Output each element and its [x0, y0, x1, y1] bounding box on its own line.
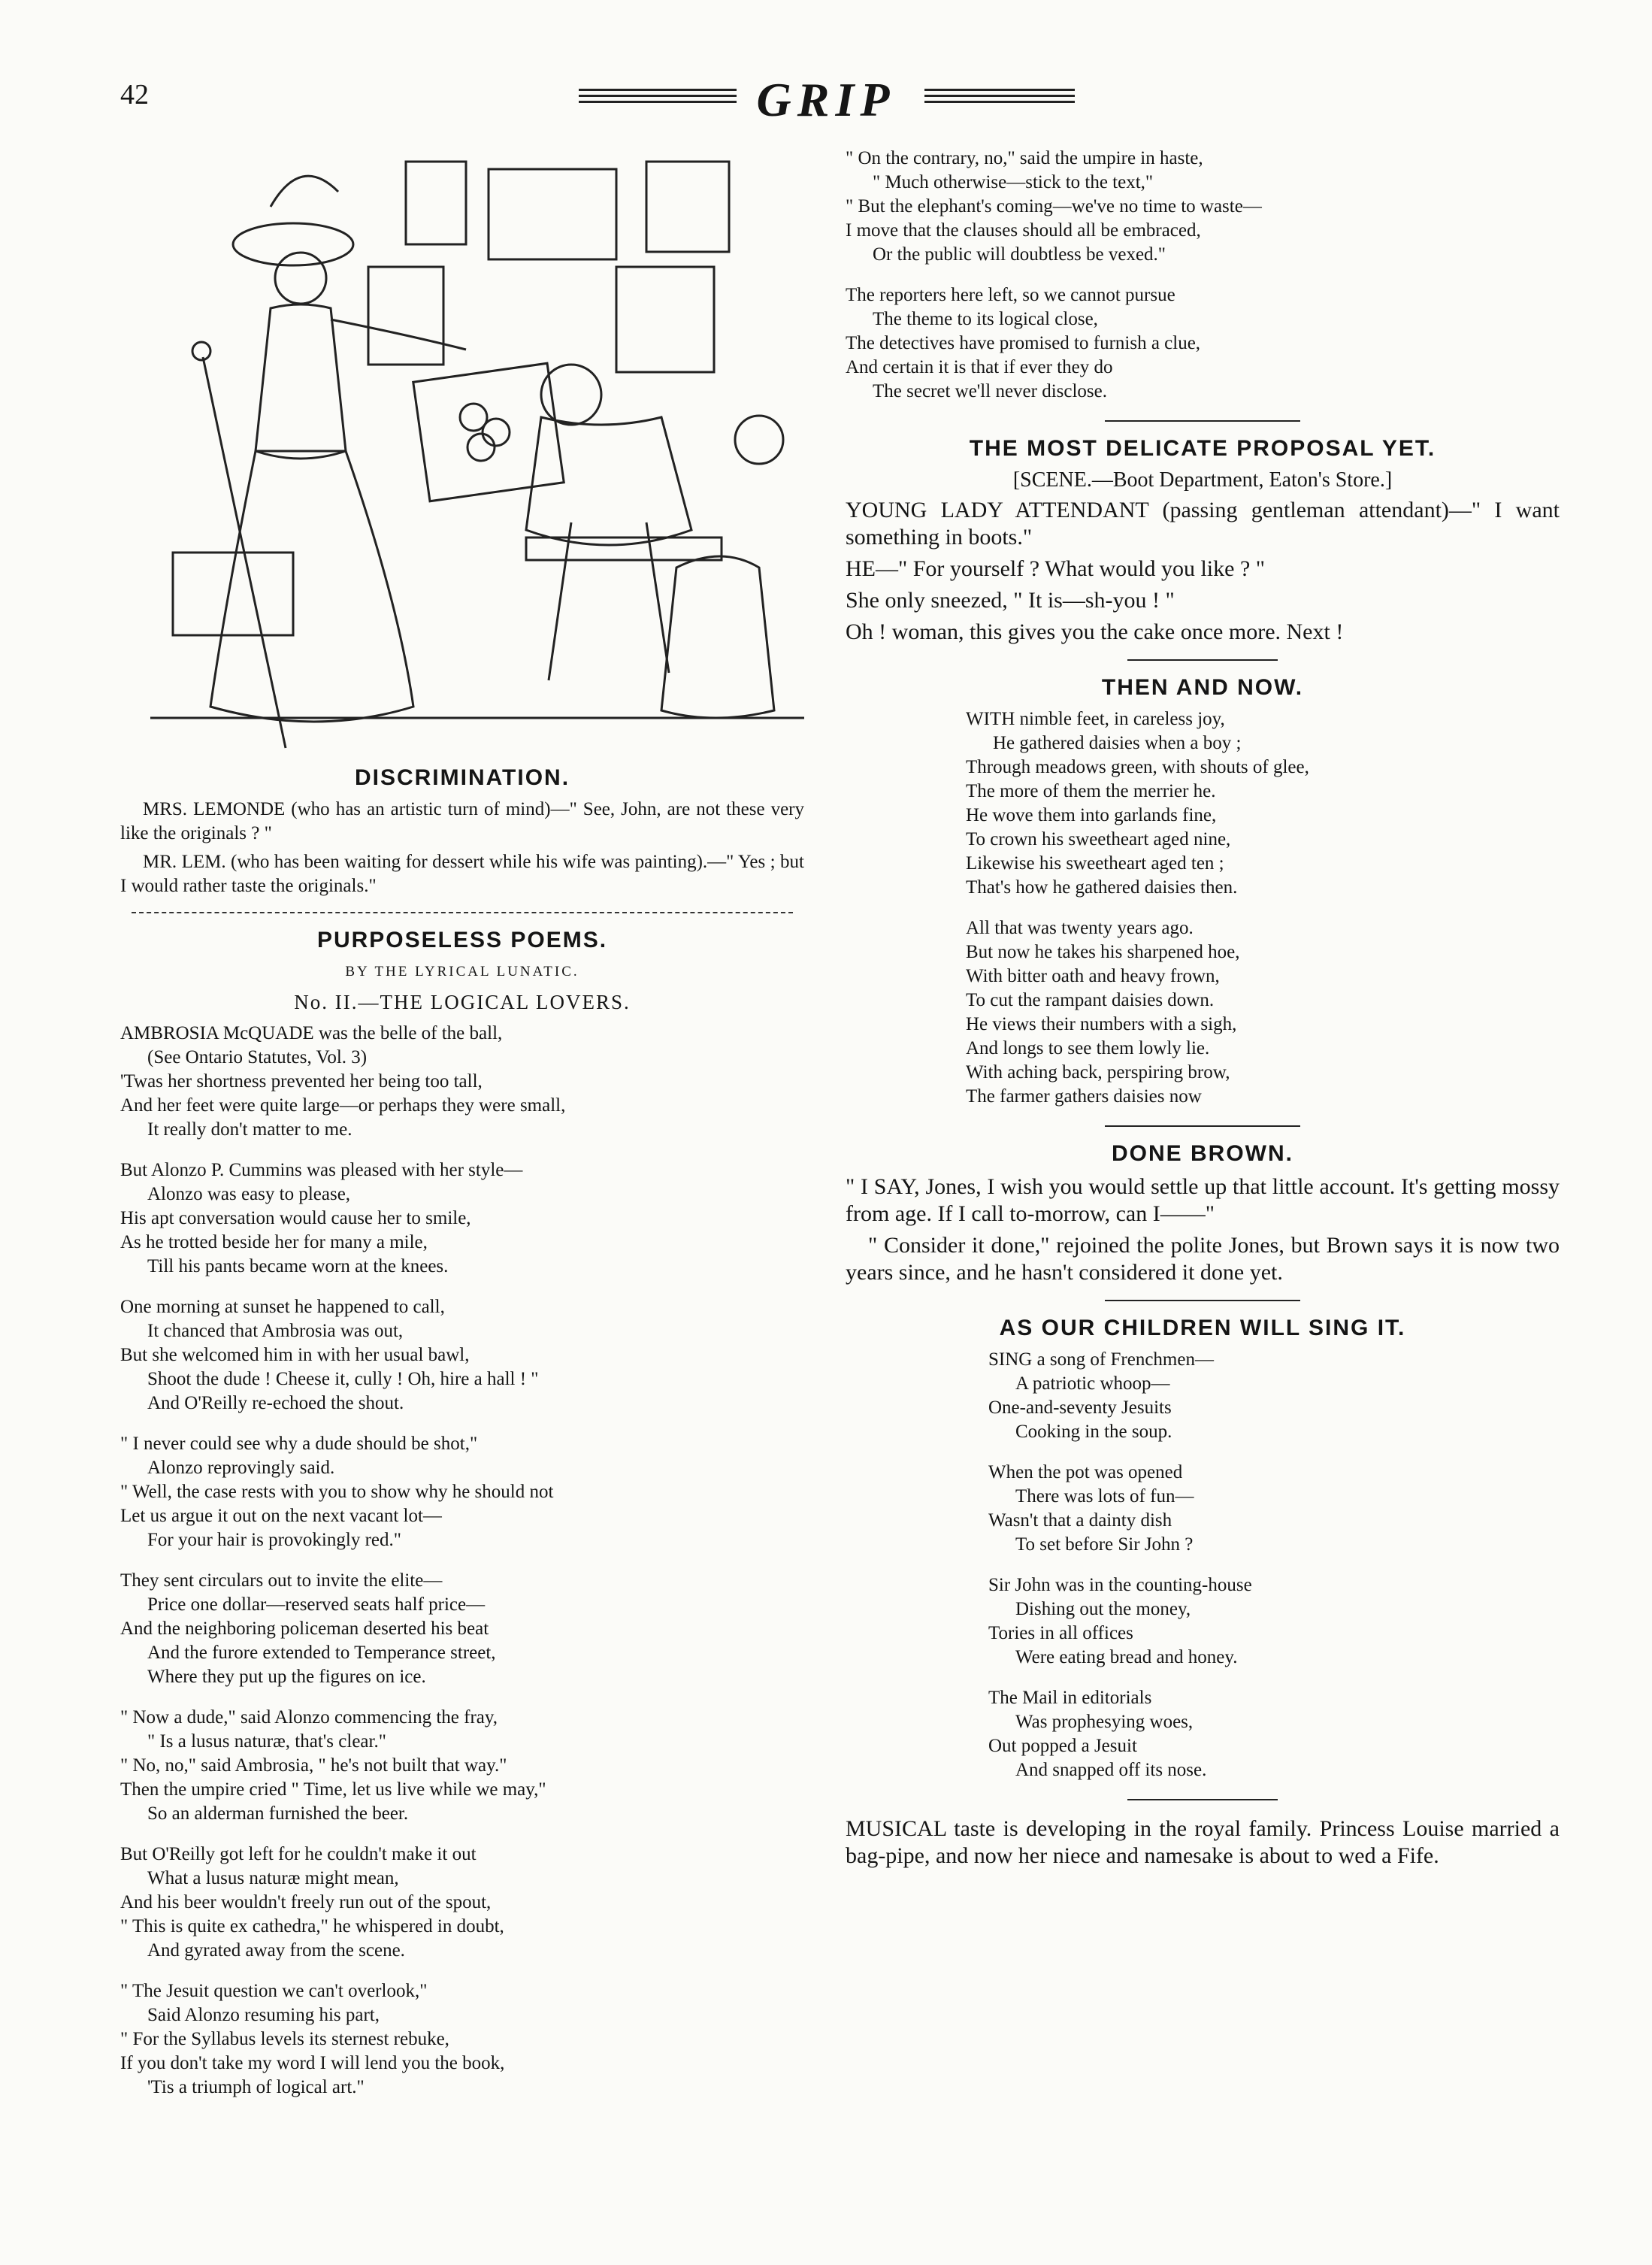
child-head — [735, 416, 783, 464]
poem-line: So an alderman furnished the beer. — [147, 1803, 409, 1824]
poem-line: And snapped off its nose. — [1015, 1760, 1207, 1780]
wall-frame-5 — [616, 267, 714, 372]
purposeless-subtitle: No. II.—THE LOGICAL LOVERS. — [294, 991, 631, 1013]
poem-line: And the neighboring policeman deserted his beat — [120, 1619, 489, 1639]
stanza — [846, 147, 1560, 267]
proposal-scene: [SCENE.—Boot Department, Eaton's Store.] — [1012, 468, 1393, 492]
poem-line: " No, no," said Ambrosia, " he's not built that way." — [120, 1755, 507, 1776]
poem-line: When the pot was opened — [988, 1462, 1183, 1482]
poem-line: But she welcomed him in with her usual bawl, — [120, 1345, 470, 1365]
poem-line: Wasn't that a dainty dish — [988, 1510, 1172, 1531]
proposal-paragraph: YOUNG LADY ATTENDANT (passing gentleman attendant)—" I want something in boots." — [846, 498, 1560, 550]
poem-line: Shoot the dude ! Cheese it, cully ! Oh, hire a hall ! " — [147, 1369, 539, 1389]
child-dress — [661, 556, 774, 718]
section-divider — [132, 912, 793, 913]
poem-line: The farmer gathers daisies now — [966, 1086, 1202, 1107]
poem-line: He views their numbers with a sigh, — [966, 1014, 1237, 1034]
poem-line: Let us argue it out on the next vacant lot— — [120, 1506, 442, 1526]
poem-line: " But the elephant's coming—we've no time to waste— — [846, 196, 1262, 217]
poem-line: " This is quite ex cathedra," he whispered in doubt, — [120, 1916, 504, 1936]
poem-line: And the furore extended to Temperance street, — [147, 1643, 496, 1663]
woman-bodice — [256, 304, 346, 459]
poem-line: Till his pants became worn at the knees. — [147, 1256, 449, 1276]
woman-hat — [233, 223, 353, 265]
section-divider — [1105, 1300, 1300, 1301]
stanza — [966, 916, 1560, 1109]
stanza — [988, 1573, 1560, 1670]
proposal-body — [846, 497, 1560, 646]
poem-line: " Now a dude," said Alonzo commencing the fray, — [120, 1707, 498, 1728]
poem-line: WITH nimble feet, in careless joy, — [966, 709, 1225, 729]
proposal-paragraph: HE—" For yourself ? What would you like ? " — [846, 556, 1266, 581]
page-number: 42 — [120, 79, 149, 111]
left-column — [120, 147, 804, 2116]
stanza — [120, 1569, 804, 1689]
poem-line: All that was twenty years ago. — [966, 918, 1194, 938]
stanza — [120, 1295, 804, 1416]
man-head — [541, 365, 601, 425]
poem-line: And her feet were quite large—or perhaps they were small, — [120, 1095, 566, 1116]
poem-line: As he trotted beside her for many a mile, — [120, 1232, 428, 1252]
caption-line: MR. LEM. (who has been waiting for dessert while his wife was painting).—" Yes ; but I would rather taste the originals." — [120, 852, 804, 896]
section-divider — [1105, 1125, 1300, 1127]
stanza — [120, 1158, 804, 1279]
poem-line: Where they put up the figures on ice. — [147, 1667, 426, 1687]
poem-line: " Much otherwise—stick to the text," — [873, 172, 1154, 192]
cartoon-engraving — [120, 147, 804, 756]
poem-line: The secret we'll never disclose. — [873, 381, 1108, 401]
closing-paragraph-block — [846, 1815, 1560, 1870]
poem-line: Said Alonzo resuming his part, — [147, 2005, 380, 2025]
done-brown-body — [846, 1173, 1560, 1286]
stanza — [120, 1979, 804, 2100]
poem-line: But now he takes his sharpened hoe, — [966, 942, 1240, 962]
poem-line: " For the Syllabus levels its sternest rebuke, — [120, 2029, 449, 2049]
discrimination-caption — [120, 798, 804, 898]
poem-line: AMBROSIA McQUADE was the belle of the ball, — [120, 1023, 503, 1043]
poem-line: He wove them into garlands fine, — [966, 805, 1217, 825]
masthead-title: GRIP — [756, 73, 896, 126]
poem-line: And longs to see them lowly lie. — [966, 1038, 1210, 1058]
poem-line: Or the public will doubtless be vexed." — [873, 244, 1166, 265]
poem-line: I move that the clauses should all be embraced, — [846, 220, 1201, 241]
section-divider — [1127, 659, 1278, 661]
poem-line: But O'Reilly got left for he couldn't make it out — [120, 1844, 477, 1864]
poem-line: " The Jesuit question we can't overlook," — [120, 1981, 428, 2001]
man-coat — [526, 417, 691, 545]
then-now-title: THEN AND NOW. — [1101, 675, 1304, 700]
poem-line: The detectives have promised to furnish a clue, — [846, 333, 1201, 353]
poem-line: A patriotic whoop— — [1015, 1373, 1170, 1394]
then-now-poem — [846, 707, 1560, 1109]
poem-line: And O'Reilly re-echoed the shout. — [147, 1393, 404, 1413]
wall-frame-2 — [489, 169, 616, 259]
poem-line: He gathered daisies when a boy ; — [993, 733, 1242, 753]
wall-frame-3 — [646, 162, 729, 252]
poem-line: " Well, the case rests with you to show why he should not — [120, 1482, 554, 1502]
woman-skirt — [210, 451, 413, 722]
children-poem — [846, 1348, 1560, 1782]
poem-line: SING a song of Frenchmen— — [988, 1349, 1214, 1370]
discrimination-title: DISCRIMINATION. — [354, 765, 570, 790]
purposeless-poem — [120, 1022, 804, 2100]
poem-line: Alonzo was easy to please, — [147, 1184, 351, 1204]
stanza — [120, 1432, 804, 1552]
poem-line: 'Tis a triumph of logical art." — [147, 2077, 365, 2097]
poem-line: " On the contrary, no," said the umpire in haste, — [846, 148, 1203, 168]
poem-line: Was prophesying woes, — [1015, 1712, 1194, 1732]
poem-line: They sent circulars out to invite the elite— — [120, 1570, 443, 1591]
poem-line: With bitter oath and heavy frown, — [966, 966, 1220, 986]
proposal-paragraph: Oh ! woman, this gives you the cake once more. Next ! — [846, 619, 1344, 644]
poem-line: To cut the rampant daisies down. — [966, 990, 1215, 1010]
stanza — [966, 707, 1560, 900]
section-divider — [1127, 1799, 1278, 1800]
poem-line: One-and-seventy Jesuits — [988, 1397, 1172, 1418]
poem-line: One morning at sunset he happened to call, — [120, 1297, 445, 1317]
poem-line: Sir John was in the counting-house — [988, 1575, 1252, 1595]
poem-line: But Alonzo P. Cummins was pleased with her style— — [120, 1160, 523, 1180]
done-brown-title: DONE BROWN. — [1112, 1141, 1293, 1166]
poem-line: There was lots of fun— — [1015, 1486, 1194, 1506]
poem-line: And gyrated away from the scene. — [147, 1940, 405, 1961]
poem-line: Alonzo reprovingly said. — [147, 1458, 335, 1478]
caption-line: MRS. LEMONDE (who has an artistic turn of mind)—" See, John, are not these very like the originals ? " — [120, 799, 804, 843]
proposal-paragraph: She only sneezed, " It is—sh-you ! " — [846, 588, 1175, 613]
poem-line: If you don't take my word I will lend you the book, — [120, 2053, 505, 2073]
poem-line: 'Twas her shortness prevented her being too tall, — [120, 1071, 483, 1092]
poem-line: Were eating bread and honey. — [1015, 1647, 1238, 1667]
poem-line: Cooking in the soup. — [1015, 1422, 1172, 1442]
woman-arm — [331, 319, 466, 350]
poem-line: (See Ontario Statutes, Vol. 3) — [147, 1047, 368, 1067]
purposeless-poem-continued — [846, 147, 1560, 404]
poem-line: Price one dollar—reserved seats half price— — [147, 1594, 486, 1615]
bench — [526, 537, 722, 560]
wall-frame-1 — [406, 162, 466, 244]
poem-line: Then the umpire cried " Time, let us live while we may," — [120, 1779, 546, 1800]
stanza — [846, 283, 1560, 404]
discrimination-illustration — [120, 147, 804, 756]
poem-line: That's how he gathered daisies then. — [966, 877, 1238, 898]
poem-line: And his beer wouldn't freely run out of the spout, — [120, 1892, 492, 1912]
poem-line: Out popped a Jesuit — [988, 1736, 1137, 1756]
done-brown-paragraph: " Consider it done," rejoined the polite Jones, but Brown says it is now two years since, and he hasn't considered it done yet. — [846, 1233, 1560, 1285]
section-divider — [1105, 420, 1300, 422]
poem-line: To crown his sweetheart aged nine, — [966, 829, 1231, 849]
poem-line: His apt conversation would cause her to smile, — [120, 1208, 471, 1228]
poem-line: What a lusus naturæ might mean, — [147, 1868, 399, 1888]
stanza — [988, 1686, 1560, 1782]
woman-head — [275, 253, 326, 304]
masthead-rule-right — [924, 89, 1075, 108]
poem-line: And certain it is that if ever they do — [846, 357, 1113, 377]
painting-canvas — [413, 363, 564, 501]
poem-line: Dishing out the money, — [1015, 1599, 1191, 1619]
poem-line: Through meadows green, with shouts of glee, — [966, 757, 1309, 777]
stanza — [120, 1706, 804, 1826]
wall-frame-4 — [368, 267, 443, 365]
stanza — [988, 1461, 1560, 1557]
poem-line: The Mail in editorials — [988, 1688, 1152, 1708]
poem-line: For your hair is provokingly red." — [147, 1530, 401, 1550]
poem-line: To set before Sir John ? — [1015, 1534, 1194, 1555]
closing-paragraph: MUSICAL taste is developing in the royal family. Princess Louise married a bag-pipe, and now her niece and namesake is about to wed a Fife. — [846, 1816, 1560, 1868]
proposal-title: THE MOST DELICATE PROPOSAL YET. — [969, 436, 1436, 461]
poem-line: It chanced that Ambrosia was out, — [147, 1321, 404, 1341]
done-brown-paragraph: " I SAY, Jones, I wish you would settle up that little account. It's getting mossy from age. If I call to-morrow, can I——" — [846, 1174, 1560, 1226]
poem-line: The more of them the merrier he. — [966, 781, 1216, 801]
poem-line: It really don't matter to me. — [147, 1119, 352, 1140]
children-title: AS OUR CHILDREN WILL SING IT. — [999, 1316, 1406, 1340]
poem-line: The theme to its logical close, — [873, 309, 1098, 329]
right-column — [846, 147, 1560, 1870]
stanza — [988, 1348, 1560, 1444]
poem-line: With aching back, perspiring brow, — [966, 1062, 1230, 1083]
poem-line: Tories in all offices — [988, 1623, 1133, 1643]
poem-line: Likewise his sweetheart aged ten ; — [966, 853, 1224, 874]
stanza — [120, 1022, 804, 1142]
masthead — [0, 72, 1652, 132]
poem-line: " Is a lusus naturæ, that's clear." — [147, 1731, 386, 1752]
poem-line: The reporters here left, so we cannot pursue — [846, 285, 1175, 305]
purposeless-title: PURPOSELESS POEMS. — [316, 928, 608, 952]
purposeless-byline: BY THE LYRICAL LUNATIC. — [345, 964, 579, 980]
poem-line: " I never could see why a dude should be shot," — [120, 1434, 478, 1454]
stanza — [120, 1843, 804, 1963]
